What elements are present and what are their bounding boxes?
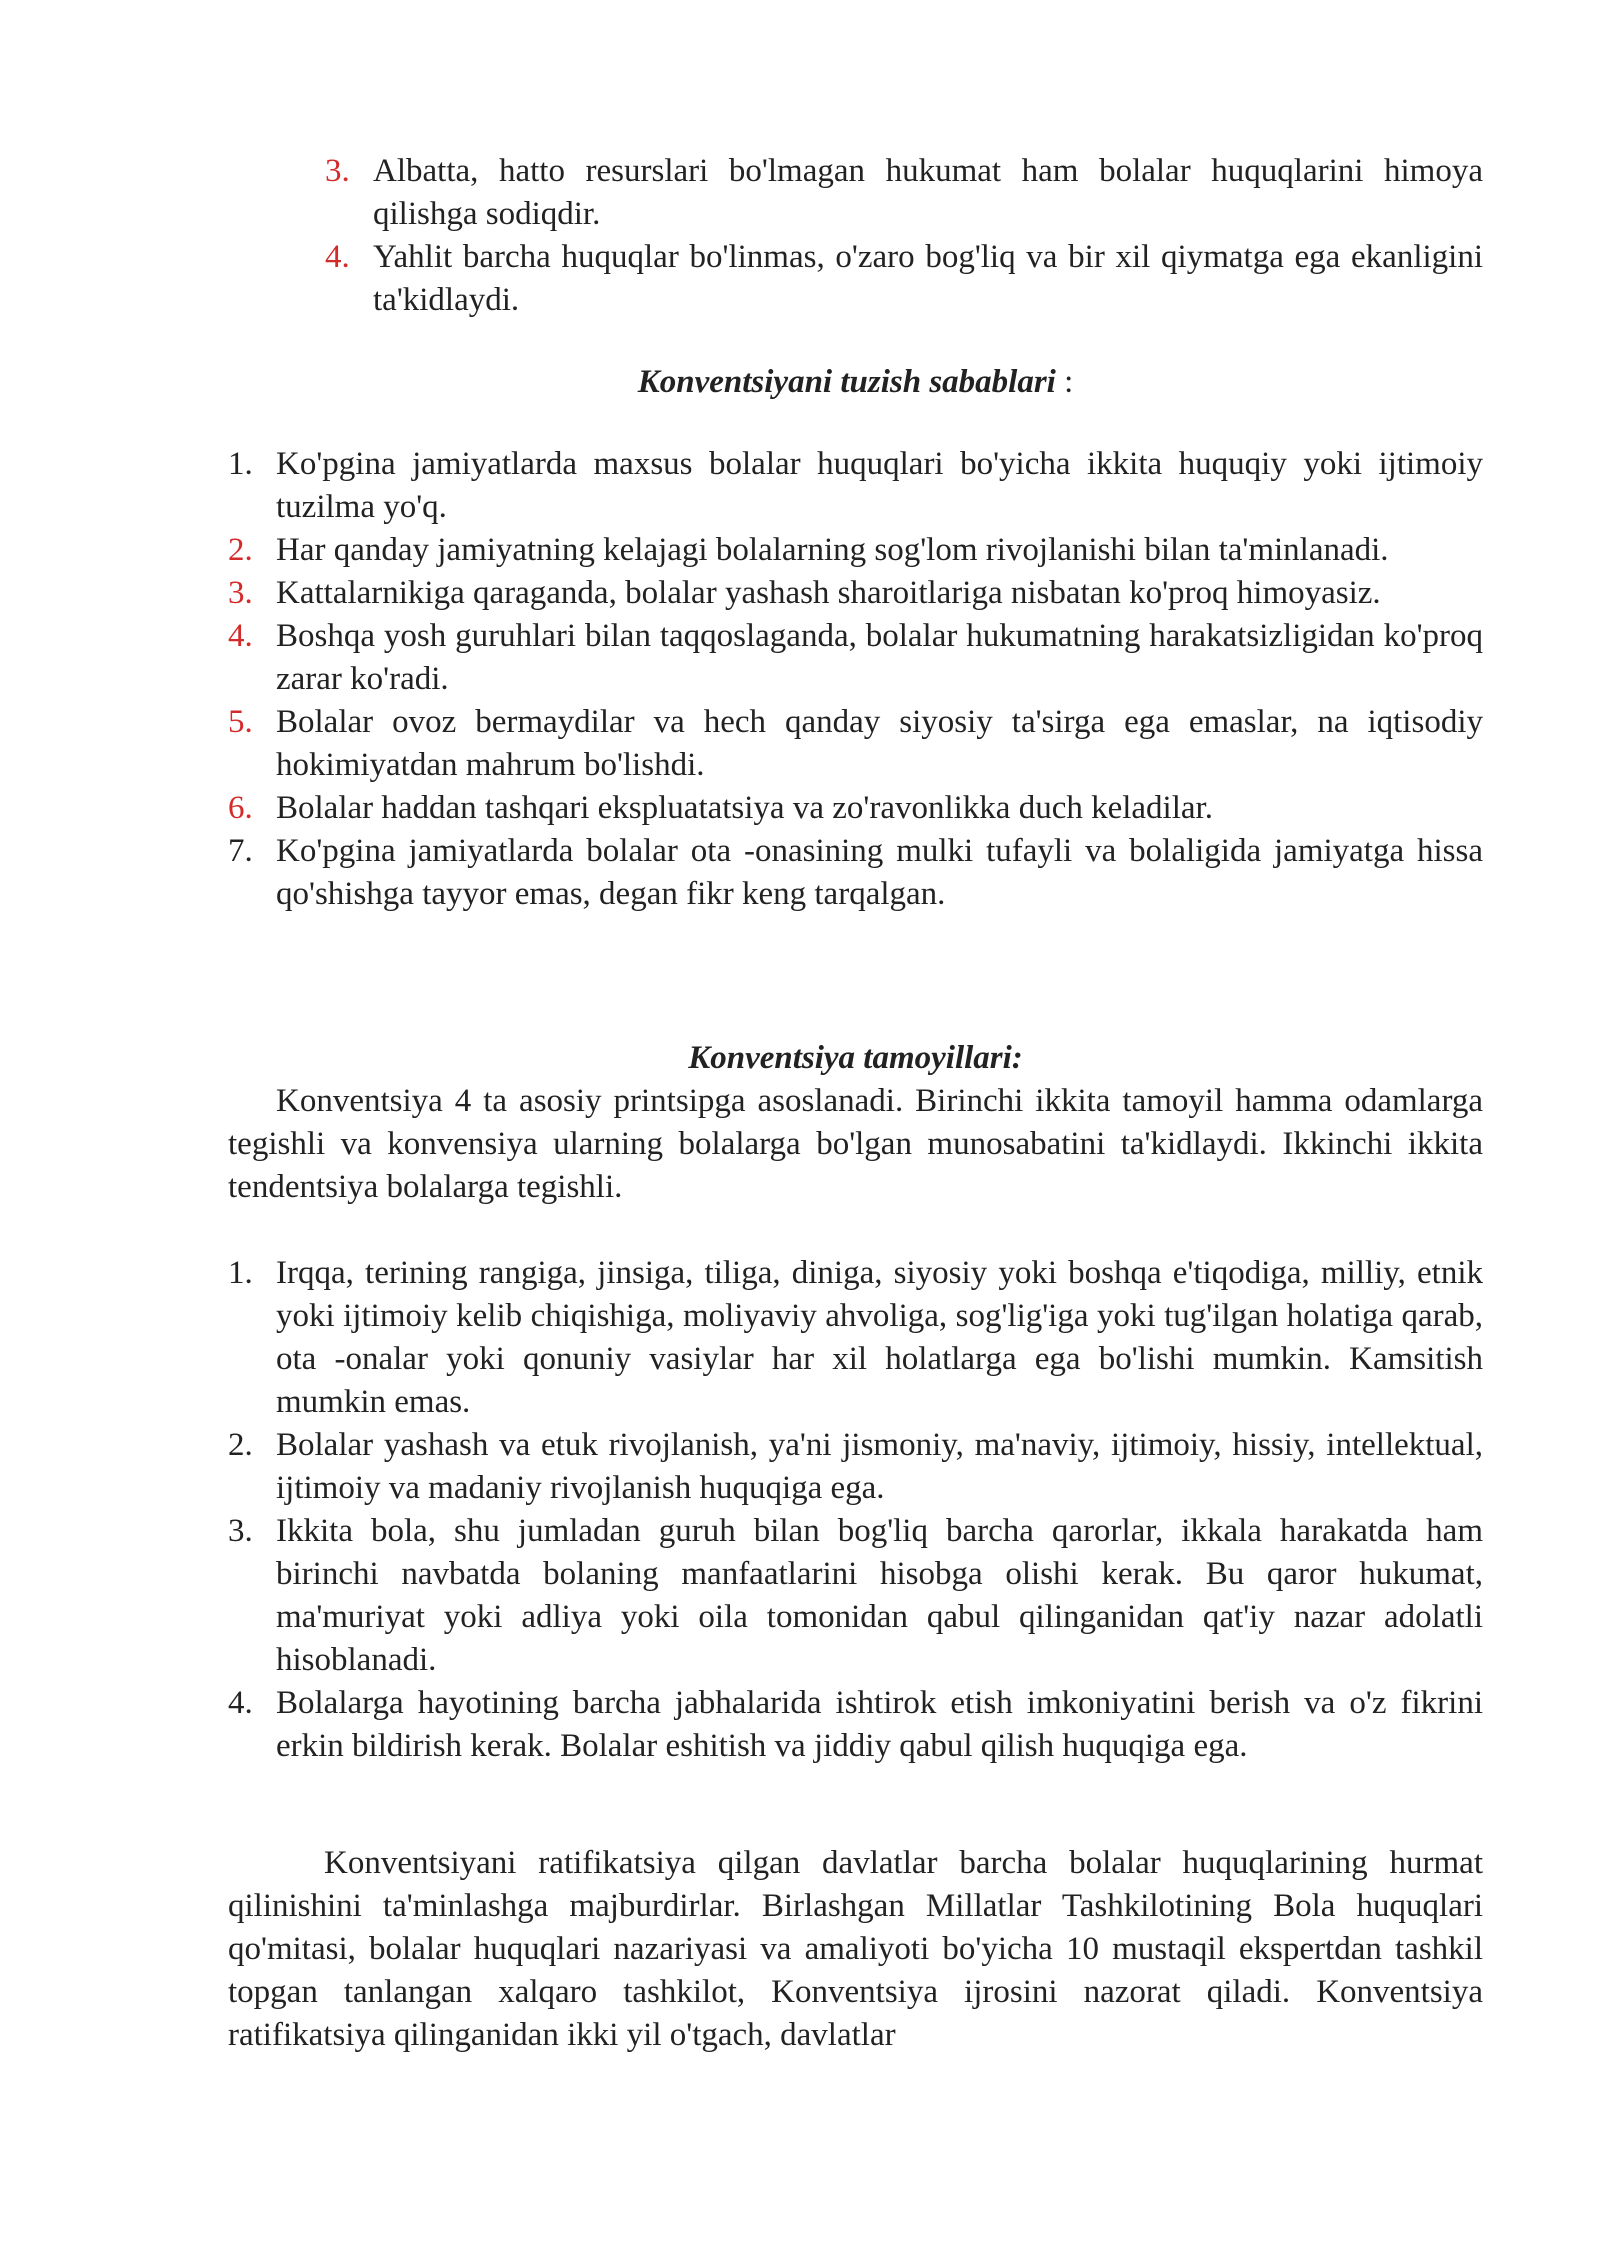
list-item <box>228 1510 1483 1682</box>
list-item-text: Irqqa, terining rangiga, jinsiga, tiliga, diniga, siyosiy yoki boshqa e'tiqodiga, milliy, etnik yoki ijtimoiy kelib chiqishiga, moliyaviy ahvoliga, sog'lig'iga yoki tug'ilgan holatiga qarab, ota -onalar yoki qonuniy vasiylar har xil holatlarga ega bo'lishi mumkin. Kamsitish mumkin emas. <box>276 1255 1483 1420</box>
list-number: 1. <box>228 446 253 482</box>
list-item-text: Har qanday jamiyatning kelajagi bolalarning sog'lom rivojlanishi bilan ta'minlanadi. <box>276 532 1389 568</box>
list-item <box>228 443 1483 529</box>
list-number: 3. <box>228 1513 253 1549</box>
list-number: 2. <box>228 1427 253 1463</box>
list-item-text: Bolalar haddan tashqari ekspluatatsiya va zo'ravonlikka duch keladilar. <box>276 790 1213 826</box>
list-item-text: Kattalarnikiga qaraganda, bolalar yashash sharoitlariga nisbatan ko'proq himoyasiz. <box>276 575 1381 611</box>
principles-list <box>228 1252 1483 1768</box>
list-item-text: Ikkita bola, shu jumladan guruh bilan bog'liq barcha qarorlar, ikkala harakatda ham birinchi navbatda bolaning manfaatlarini hisobga olishi kerak. Bu qaror hukumat, ma'muriyat yoki adliya yoki oila tomonidan qabul qilinganidan qat'iy nazar adolatli hisoblanadi. <box>276 1513 1483 1678</box>
heading-colon: : <box>1055 364 1074 400</box>
list-item <box>228 529 1483 572</box>
list-item-text: Bolalarga hayotining barcha jabhalarida ishtirok etish imkoniyatini berish va o'z fikrini erkin bildirish kerak. Bolalar eshitish va jiddiy qabul qilish huquqiga ega. <box>276 1685 1483 1764</box>
list-item <box>228 572 1483 615</box>
list-item <box>228 1252 1483 1424</box>
list-number: 1. <box>228 1255 253 1291</box>
reasons-list <box>228 443 1483 916</box>
section-heading-principles <box>228 1037 1483 1080</box>
list-item-text: Yahlit barcha huquqlar bo'linmas, o'zaro bog'liq va bir xil qiymatga ega ekanligini ta'kidlaydi. <box>373 239 1483 318</box>
list-item-text: Ko'pgina jamiyatlarda bolalar ota -onasining mulki tufayli va bolaligida jamiyatga hissa qo'shishga tayyor emas, degan fikr keng tarqalgan. <box>276 833 1483 912</box>
list-item <box>228 1682 1483 1768</box>
list-item-text: Bolalar ovoz bermaydilar va hech qanday siyosiy ta'sirga ega emaslar, na iqtisodiy hokimiyatdan mahrum bo'lishdi. <box>276 704 1483 783</box>
list-number: 3. <box>325 153 350 189</box>
list-item <box>228 1424 1483 1510</box>
list-item <box>228 787 1483 830</box>
list-number: 4. <box>228 618 253 654</box>
list-item <box>325 236 1483 322</box>
list-item <box>228 701 1483 787</box>
list-number: 7. <box>228 833 253 869</box>
list-number: 4. <box>325 239 350 275</box>
list-item-text: Albatta, hatto resurslari bo'lmagan hukumat ham bolalar huquqlarini himoya qilishga sodiqdir. <box>373 153 1483 232</box>
list-item-text: Ko'pgina jamiyatlarda maxsus bolalar huquqlari bo'yicha ikkita huquqiy yoki ijtimoiy tuzilma yo'q. <box>276 446 1483 525</box>
section-heading-reasons <box>228 361 1483 404</box>
list-number: 4. <box>228 1685 253 1721</box>
closing-paragraph: Konventsiyani ratifikatsiya qilgan davlatlar barcha bolalar huquqlarining hurmat qilinishini ta'minlashga majburdirlar. Birlashgan Millatlar Tashkilotining Bola huquqlari qo'mitasi, bolalar huquqlari nazariyasi va amaliyoti bo'yicha 10 mustaqil ekspertdan tashkil topgan tanlangan xalqaro tashkilot, Konventsiya ijrosini nazorat qiladi. Konventsiya ratifikatsiya qilinganidan ikki yil o'tgach, davlatlar <box>228 1845 1483 2053</box>
heading-text: Konventsiya tamoyillari: <box>688 1040 1023 1076</box>
top-list <box>325 150 1483 322</box>
list-item-text: Bolalar yashash va etuk rivojlanish, ya'ni jismoniy, ma'naviy, ijtimoiy, hissiy, intellektual, ijtimoiy va madaniy rivojlanish huquqiga ega. <box>276 1427 1483 1506</box>
list-item <box>325 150 1483 236</box>
list-item <box>228 830 1483 916</box>
list-number: 6. <box>228 790 253 826</box>
principles-intro: Konventsiya 4 ta asosiy printsipga asoslanadi. Birinchi ikkita tamoyil hamma odamlarga tegishli va konvensiya ularning bolalarga bo'lgan munosabatini ta'kidlaydi. Ikkinchi ikkita tendentsiya bolalarga tegishli. <box>228 1083 1483 1205</box>
list-number: 5. <box>228 704 253 740</box>
heading-text: Konventsiyani tuzish sabablari <box>637 364 1056 400</box>
list-item <box>228 615 1483 701</box>
list-item-text: Boshqa yosh guruhlari bilan taqqoslaganda, bolalar hukumatning harakatsizligidan ko'proq zarar ko'radi. <box>276 618 1483 697</box>
list-number: 3. <box>228 575 253 611</box>
list-number: 2. <box>228 532 253 568</box>
